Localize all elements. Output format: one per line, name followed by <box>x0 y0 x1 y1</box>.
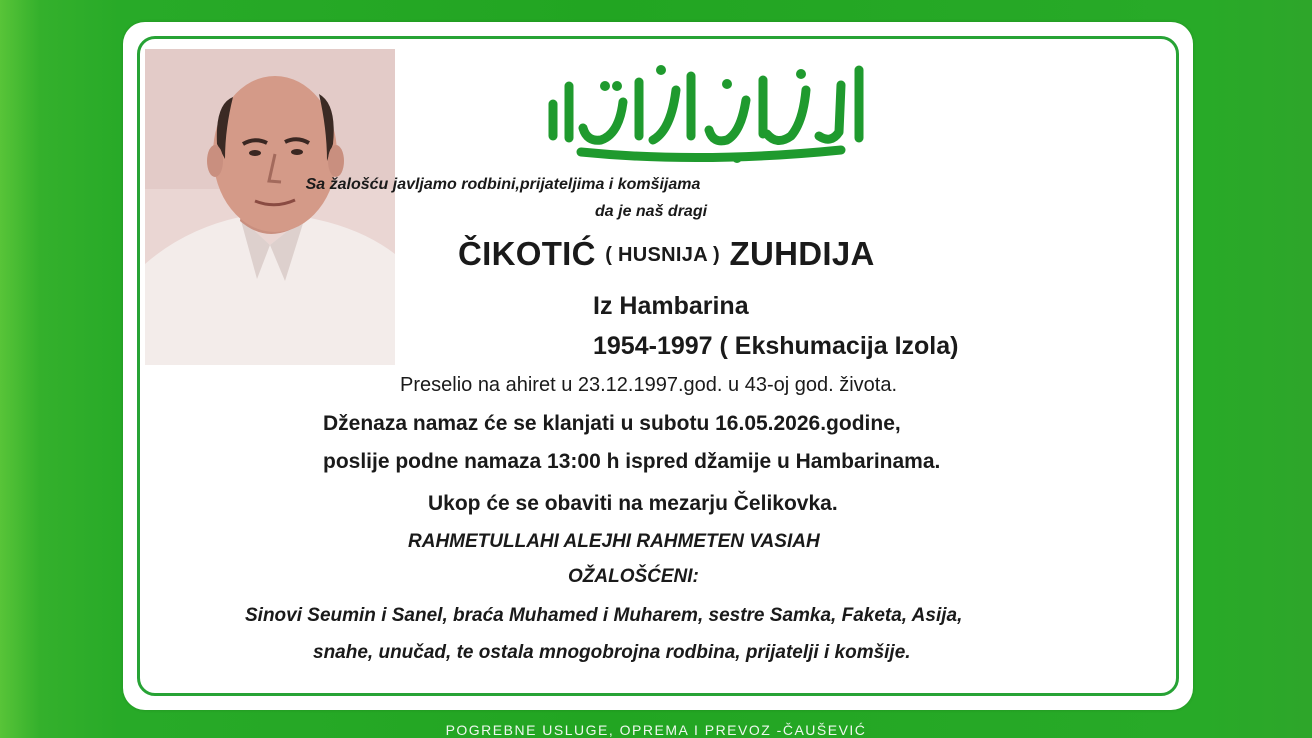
deceased-name <box>458 235 875 273</box>
funeral-line-1: Dženaza namaz će se klanjati u subotu 16.05.2026.godine, <box>323 412 901 435</box>
intro-line-2: da je naš dragi <box>595 203 708 220</box>
obituary-card <box>123 22 1193 710</box>
father-name: ( HUSNIJA ) <box>605 244 721 266</box>
mourners-line-1: Sinovi Seumin i Sanel, braća Muhamed i Muharem, sestre Samka, Faketa, Asija, <box>245 605 963 626</box>
deceased-photo <box>145 49 395 365</box>
intro-line-1: Sa žalošću javljamo rodbini,prijateljima i komšijama <box>305 176 701 193</box>
mourners-line-2: snahe, unučad, te ostala mnogobrojna rodbina, prijatelji i komšije. <box>313 642 911 663</box>
death-line: Preselio na ahiret u 23.12.1997.god. u 43-oj god. života. <box>400 374 898 396</box>
mourners-title: OŽALOŠĆENI: <box>568 566 699 587</box>
burial-line: Ukop će se obaviti na mezarju Čelikovka. <box>428 492 838 515</box>
origin: Iz Hambarina <box>593 292 749 320</box>
prayer-line: RAHMETULLAHI ALEJHI RAHMETEN VASIAH <box>408 531 820 552</box>
arabic-calligraphy <box>541 60 876 170</box>
funeral-line-2: poslije podne namaza 13:00 h ispred džamije u Hambarinama. <box>323 450 941 473</box>
first-name: ZUHDIJA <box>729 235 875 272</box>
surname: ČIKOTIĆ <box>458 235 596 272</box>
life-years: 1954-1997 ( Ekshumacija Izola) <box>593 332 959 360</box>
funeral-service-footer: POGREBNE USLUGE, OPREMA I PREVOZ -ČAUŠEVIĆ <box>445 722 867 738</box>
